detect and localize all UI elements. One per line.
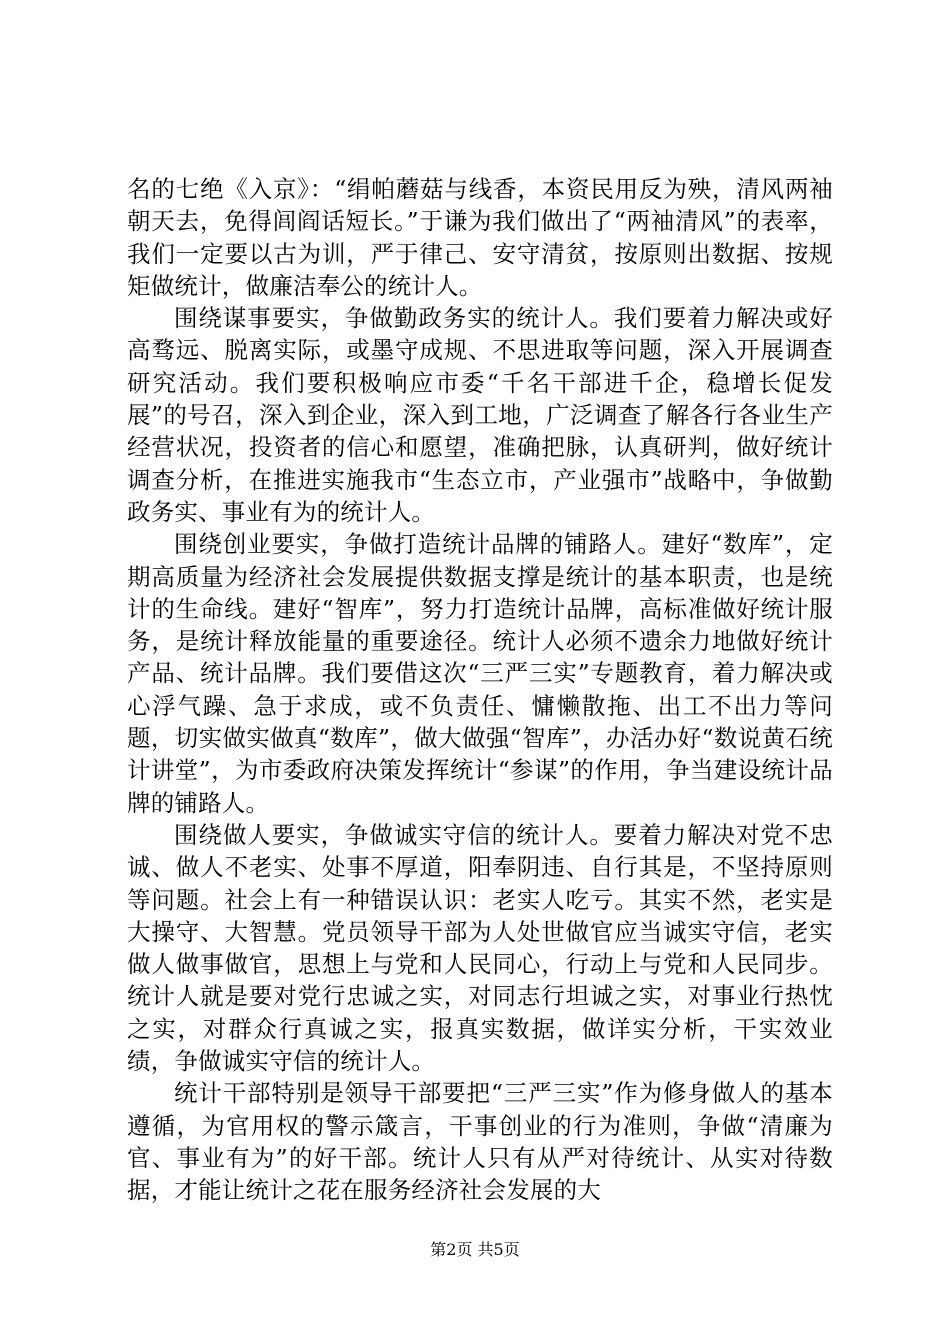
paragraph-2: 围绕谋事要实，争做勤政务实的统计人。我们要着力解决或好高骛远、脱离实际，或墨守成规、不思进取等问题，深入开展调查研究活动。我们要积极响应市委“千名干部进千企，稳增长促发展”的号召，深入到企业，深入到工地，广泛调查了解各行各业生产经营状况，投资者的信心和愿望，准确把脉，认真研判，做好统计调查分析，在推进实施我市“生态立市，产业强市”战略中，争做勤政务实、事业有为的统计人。	[127, 304, 833, 526]
page-footer: 第2页 共5页	[430, 1240, 520, 1259]
paragraph-4: 围绕做人要实，争做诚实守信的统计人。要着力解决对党不忠诚、做人不老实、处事不厚道，阳奉阴违、自行其是，不坚持原则等问题。社会上有一种错误认识：老实人吃亏。其实不然，老实是大操守、大智慧。党员领导干部为人处世做官应当诚实守信，老实做人做事做官，思想上与党和人民同心，行动上与党和人民同步。统计人就是要对党行忠诚之实，对同志行坦诚之实，对事业行热忱之实，对群众行真诚之实，报真实数据，做详实分析，干实效业绩，争做诚实守信的统计人。	[127, 820, 833, 1076]
document-body	[127, 173, 833, 1207]
paragraph-5: 统计干部特别是领导干部要把“三严三实”作为修身做人的基本遵循，为官用权的警示箴言，干事创业的行为准则，争做“清廉为官、事业有为”的好干部。统计人只有从严对待统计、从实对待数据，才能让统计之花在服务经济社会发展的大	[127, 1079, 833, 1205]
paragraph-3: 围绕创业要实，争做打造统计品牌的铺路人。建好“数库”，定期高质量为经济社会发展提供数据支撑是统计的基本职责，也是统计的生命线。建好“智库”，努力打造统计品牌，高标准做好统计服务，是统计释放能量的重要途径。统计人必须不遗余力地做好统计产品、统计品牌。我们要借这次“三严三实”专题教育，着力解决或心浮气躁、急于求成，或不负责任、慵懒散拖、出工不出力等问题，切实做实做真“数库”，做大做强“智库”，办活办好“数说黄石统计讲堂”，为市委政府决策发挥统计“参谋”的作用，争当建设统计品牌的铺路人。	[127, 530, 833, 817]
paragraph-1: 名的七绝《入京》：“绢帕蘑菇与线香，本资民用反为殃，清风两袖朝天去，免得闾阎话短长。”于谦为我们做出了“两袖清风”的表率，我们一定要以古为训，严于律己、安守清贫，按原则出数据、按规矩做统计，做廉洁奉公的统计人。	[127, 175, 833, 300]
